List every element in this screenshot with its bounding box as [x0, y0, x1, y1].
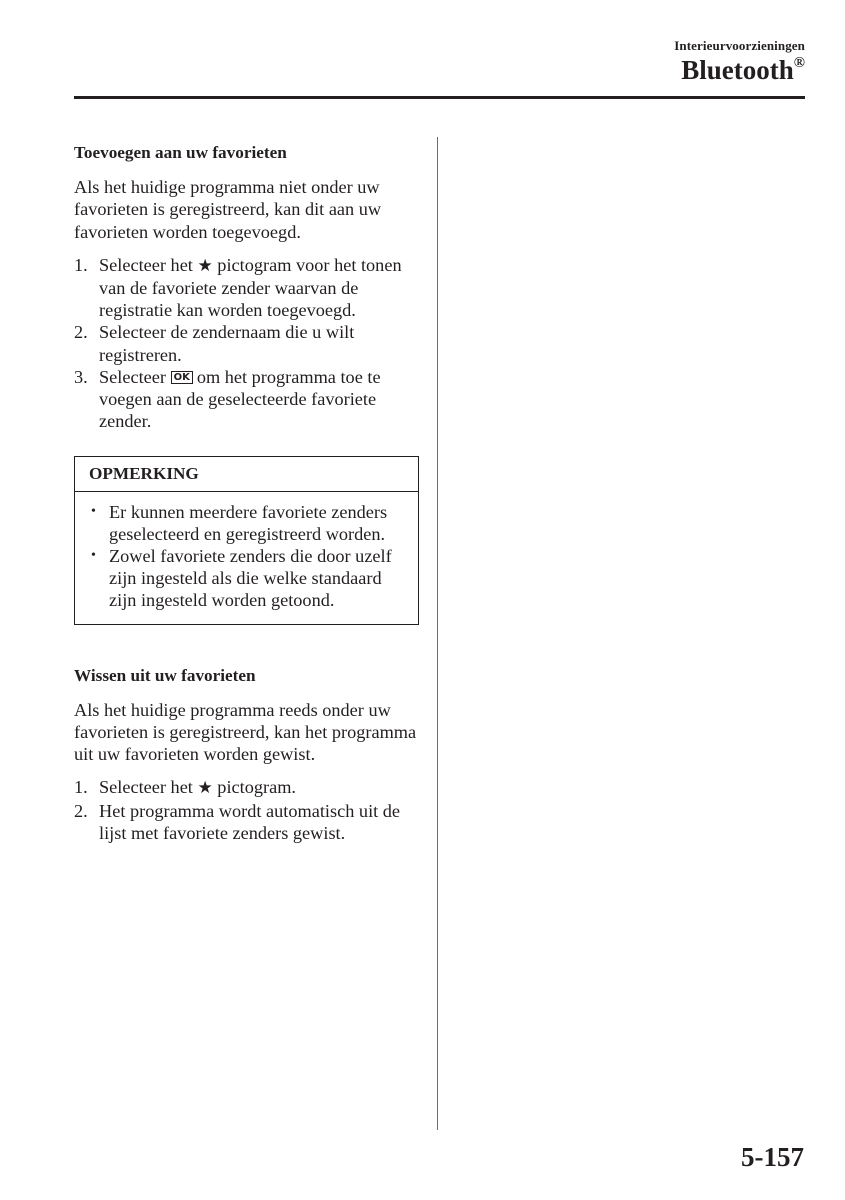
note-title: OPMERKING [75, 457, 418, 491]
step-text: pictogram. [217, 777, 296, 798]
page-number: 5-157 [741, 1142, 804, 1172]
step-text: om het programma toe te voegen aan de geselecteerde favoriete zender. [99, 366, 381, 432]
step-text: Selecteer de zendernaam die u wilt registreren. [99, 322, 355, 365]
note-list [75, 492, 418, 624]
bullet-icon: • [91, 503, 96, 519]
star-icon: ★ [197, 778, 213, 799]
note-box [74, 456, 419, 624]
page-title-text: Bluetooth [681, 55, 794, 85]
section-heading-add-favorites: Toevoegen aan uw favorieten [74, 143, 287, 162]
note-text: Er kunnen meerdere favoriete zenders geselecteerd en geregistreerd worden. [109, 501, 388, 544]
step-text: Selecteer [99, 366, 166, 387]
step-text: Het programma wordt automatisch uit de lijst met favoriete zenders gewist. [99, 800, 401, 843]
steps-add-favorites [74, 254, 419, 433]
note-text: Zowel favoriete zenders die door uzelf zijn ingesteld als die welke standaard zijn ingesteld worden getoond. [109, 546, 392, 611]
page-title [681, 54, 805, 86]
list-item [85, 501, 410, 545]
step-number: 1. [74, 254, 88, 275]
step-number: 2. [74, 322, 88, 343]
step-number: 1. [74, 777, 88, 798]
list-item [74, 366, 419, 433]
column-divider [437, 137, 438, 1130]
step-number: 2. [74, 800, 88, 821]
left-column [74, 142, 419, 844]
registered-mark: ® [793, 55, 805, 71]
section-heading-remove-favorites: Wissen uit uw favorieten [74, 665, 256, 685]
steps-remove-favorites [74, 776, 419, 844]
list-item [74, 776, 419, 799]
star-icon: ★ [197, 255, 213, 276]
list-item [74, 321, 419, 365]
step-number: 3. [74, 366, 88, 387]
bullet-icon: • [91, 548, 96, 564]
ok-button-icon: OK [171, 371, 193, 384]
section-label: Interieurvoorzieningen [674, 38, 805, 53]
section-intro-remove-favorites: Als het huidige programma reeds onder uw favorieten is geregistreerd, kan het programma uit uw favorieten worden gewist. [74, 699, 417, 765]
step-text: pictogram voor het tonen van de favoriete zender waarvan de registratie kan worden toegevoegd. [99, 254, 402, 321]
step-text: Selecteer het [99, 254, 193, 275]
section-intro-add-favorites: Als het huidige programma niet onder uw favorieten is geregistreerd, kan dit aan uw favorieten worden toegevoegd. [74, 177, 382, 242]
header-rule [74, 96, 805, 99]
list-item [74, 800, 419, 844]
step-text: Selecteer het [99, 777, 193, 798]
list-item [74, 254, 419, 322]
list-item [85, 545, 410, 612]
